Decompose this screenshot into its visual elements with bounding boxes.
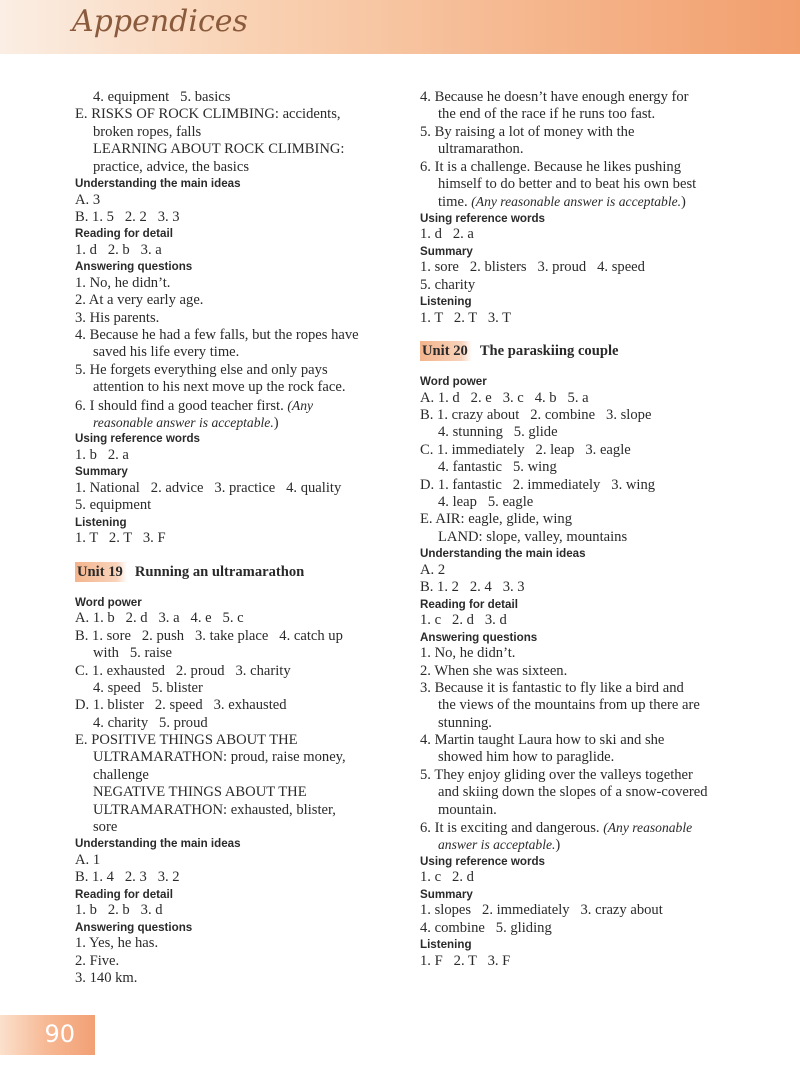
answer-text: attention to his next move up the rock face. [93, 379, 346, 396]
answer-text: E. AIR: eagle, glide, wing [420, 511, 572, 528]
answer-line [420, 459, 780, 476]
answer-line [75, 414, 415, 431]
section-heading: Understanding the main ideas [420, 547, 586, 561]
answer-text: mountain. [438, 801, 497, 818]
section-heading: Word power [75, 595, 142, 609]
answer-text: 4. leap 5. eagle [438, 494, 534, 511]
answer-line [420, 697, 780, 714]
answer-text: 6. I should find a good teacher first. [75, 397, 288, 414]
answer-text: 4. Martin taught Laura how to ski and she [420, 732, 665, 749]
answer-text: B. 1. 2 2. 4 3. 3 [420, 579, 525, 596]
answer-line [75, 663, 415, 680]
answer-line [75, 310, 415, 327]
answer-line [75, 124, 415, 141]
answer-line [75, 480, 415, 497]
answer-text: 1. slopes 2. immediately 3. crazy about [420, 902, 663, 919]
answer-text: 1. c 2. d [420, 869, 474, 886]
header-banner [0, 0, 800, 54]
page-number-box [0, 1015, 95, 1055]
answer-line [420, 310, 780, 327]
right-column [420, 89, 780, 970]
answer-text: 5. equipment [75, 497, 152, 514]
answer-text: 5. They enjoy gliding over the valleys together [420, 766, 693, 783]
answer-line [420, 920, 780, 937]
answer-line [420, 869, 780, 886]
answer-line [420, 124, 780, 141]
answer-line [75, 89, 415, 106]
answer-text: E. POSITIVE THINGS ABOUT THE [75, 732, 298, 749]
section-heading: Summary [75, 465, 128, 479]
answer-text: 3. 140 km. [75, 970, 138, 987]
answer-line [420, 836, 780, 853]
answer-line [75, 732, 415, 749]
answer-text: 1. T 2. T 3. F [75, 530, 166, 547]
answer-line [420, 259, 780, 276]
answer-text: with 5. raise [93, 645, 173, 662]
answer-line [420, 749, 780, 766]
answer-text: 1. b 2. a [75, 447, 129, 464]
answer-text: 4. combine 5. gliding [420, 919, 552, 936]
answer-line [420, 802, 780, 819]
answer-line [420, 442, 780, 459]
answer-line [75, 970, 415, 987]
answer-line [75, 852, 415, 869]
answer-line [420, 424, 780, 441]
answer-text: A. 3 [75, 191, 101, 208]
answer-line [75, 192, 415, 209]
answer-text: A. 1 [75, 852, 101, 869]
answer-line [75, 497, 415, 514]
answer-text: 1. b 2. b 3. d [75, 902, 163, 919]
section-heading: Using reference words [75, 432, 200, 446]
left-column [75, 89, 415, 988]
answer-text: broken ropes, falls [93, 123, 202, 140]
answer-text: 4. fantastic 5. wing [438, 459, 557, 476]
answer-text: C. 1. immediately 2. leap 3. eagle [420, 441, 631, 458]
answer-line [75, 379, 415, 396]
answer-line [75, 344, 415, 361]
answer-line [75, 242, 415, 259]
answer-text: D. 1. fantastic 2. immediately 3. wing [420, 476, 656, 493]
answer-text: 3. Because it is fantastic to fly like a bird and [420, 679, 684, 696]
answer-line [75, 767, 415, 784]
answer-line [420, 176, 780, 193]
answer-text: B. 1. 5 2. 2 3. 3 [75, 208, 180, 225]
answer-line [420, 193, 780, 210]
answer-line [75, 141, 415, 158]
answer-line [75, 784, 415, 801]
answer-text: the views of the mountains from up there are [438, 697, 700, 714]
unit-title: The paraskiing couple [479, 343, 619, 360]
answer-line [75, 362, 415, 379]
answer-line [420, 579, 780, 596]
answer-text: A. 1. b 2. d 3. a 4. e 5. c [75, 610, 244, 627]
answer-line [75, 106, 415, 123]
section-heading: Reading for detail [75, 887, 173, 901]
answer-line [420, 390, 780, 407]
answer-line [420, 562, 780, 579]
answer-line [420, 953, 780, 970]
answer-text: 1. c 2. d 3. d [420, 612, 507, 629]
answer-text: sore [93, 819, 118, 836]
answer-text-end: ) [681, 194, 686, 211]
answer-line [75, 902, 415, 919]
answer-line [420, 89, 780, 106]
section-heading: Reading for detail [420, 597, 518, 611]
answer-text: showed him how to paraglide. [438, 749, 615, 766]
answer-text: A. 1. d 2. e 3. c 4. b 5. a [420, 389, 589, 406]
answer-line [420, 141, 780, 158]
answer-line [75, 159, 415, 176]
section-heading: Listening [75, 515, 127, 529]
answer-line [420, 529, 780, 546]
answer-text: 4. charity 5. proud [93, 714, 208, 731]
answer-text: 2. Five. [75, 952, 120, 969]
answer-line [420, 680, 780, 697]
answer-text: D. 1. blister 2. speed 3. exhausted [75, 697, 287, 714]
answer-text: E. RISKS OF ROCK CLIMBING: accidents, [75, 106, 341, 123]
answer-line [75, 697, 415, 714]
answer-line [75, 209, 415, 226]
unit-title: Running an ultramarathon [134, 563, 305, 580]
answer-line [420, 612, 780, 629]
answer-line [75, 802, 415, 819]
section-heading: Listening [420, 938, 472, 952]
section-heading: Summary [420, 244, 473, 258]
answer-line [75, 275, 415, 292]
unit-heading [75, 562, 415, 582]
section-title: Appendices [72, 4, 248, 39]
answer-line [75, 680, 415, 697]
answer-text: 1. d 2. b 3. a [75, 241, 162, 258]
answer-text: A. 2 [420, 561, 446, 578]
answer-line [420, 732, 780, 749]
answer-text: stunning. [438, 714, 492, 731]
section-heading: Understanding the main ideas [75, 837, 241, 851]
answer-line [420, 819, 780, 836]
answer-line [420, 159, 780, 176]
answer-line [75, 819, 415, 836]
answer-text: B. 1. crazy about 2. combine 3. slope [420, 407, 652, 424]
answer-text: 4. equipment 5. basics [93, 89, 231, 105]
answer-text-end: ) [273, 415, 279, 432]
answer-text: himself to do better and to beat his own best [438, 175, 697, 192]
answer-text: 5. charity [420, 276, 476, 293]
answer-line [75, 292, 415, 309]
answer-line [75, 530, 415, 547]
answer-line [420, 226, 780, 243]
answer-line [420, 902, 780, 919]
answer-text: 4. stunning 5. glide [438, 424, 558, 441]
answer-line [420, 784, 780, 801]
answer-text: ULTRAMARATHON: exhausted, blister, [93, 801, 336, 818]
italic-note: (Any [287, 397, 314, 413]
answer-text: NEGATIVE THINGS ABOUT THE [93, 784, 307, 801]
unit-heading [420, 341, 780, 361]
answer-text: 3. His parents. [75, 309, 160, 326]
answer-line [75, 715, 415, 732]
section-heading: Answering questions [75, 920, 193, 934]
section-heading: Understanding the main ideas [75, 176, 241, 190]
section-heading: Using reference words [420, 854, 545, 868]
answer-text: practice, advice, the basics [93, 158, 249, 175]
answer-line [75, 447, 415, 464]
answer-text: 2. At a very early age. [75, 292, 204, 309]
answer-line [75, 610, 415, 627]
answer-line [420, 494, 780, 511]
answer-text: B. 1. 4 2. 3 3. 2 [75, 869, 180, 886]
answer-line [75, 953, 415, 970]
answer-line [420, 106, 780, 123]
page-number: 90 [44, 1020, 75, 1048]
section-heading: Answering questions [420, 630, 538, 644]
answer-text: 2. When she was sixteen. [420, 662, 568, 679]
answer-text: 1. No, he didn’t. [420, 645, 516, 662]
answer-text: 1. No, he didn’t. [75, 274, 171, 291]
answer-text: 1. T 2. T 3. T [420, 309, 512, 326]
answer-text: 4. speed 5. blister [93, 679, 203, 696]
answer-text-end: ) [555, 837, 561, 854]
answer-text: 1. National 2. advice 3. practice 4. quality [75, 480, 342, 496]
answer-line [75, 869, 415, 886]
answer-line [420, 645, 780, 662]
answer-line [420, 715, 780, 732]
answer-line [75, 397, 415, 414]
answer-text: LEARNING ABOUT ROCK CLIMBING: [93, 141, 345, 158]
answer-line [420, 511, 780, 528]
answer-text: ULTRAMARATHON: proud, raise money, [93, 749, 346, 766]
answer-text: 4. Because he had a few falls, but the ropes have [75, 327, 359, 344]
answer-line [75, 628, 415, 645]
answer-text: B. 1. sore 2. push 3. take place 4. catch up [75, 627, 343, 644]
section-heading: Summary [420, 887, 473, 901]
answer-text: saved his life every time. [93, 344, 240, 361]
answer-text: the end of the race if he runs too fast. [438, 106, 656, 123]
answer-text: time. [438, 194, 472, 211]
answer-line [75, 327, 415, 344]
answer-text: 1. d 2. a [420, 226, 474, 243]
answer-text: 1. Yes, he has. [75, 935, 159, 952]
answer-line [75, 645, 415, 662]
italic-note: (Any reasonable answer is acceptable. [471, 194, 682, 210]
answer-line [420, 407, 780, 424]
italic-note: answer is acceptable. [438, 837, 556, 853]
answer-text: ultramarathon. [438, 141, 524, 158]
italic-note: reasonable answer is acceptable. [93, 415, 274, 431]
answer-text: 1. sore 2. blisters 3. proud 4. speed [420, 259, 645, 276]
answer-text: C. 1. exhausted 2. proud 3. charity [75, 662, 291, 679]
answer-text: and skiing down the slopes of a snow-covered [438, 784, 708, 801]
answer-text: 1. F 2. T 3. F [420, 952, 511, 969]
answer-text: 5. By raising a lot of money with the [420, 123, 635, 140]
section-heading: Answering questions [75, 260, 193, 274]
answer-text: 5. He forgets everything else and only pays [75, 361, 328, 378]
italic-note: (Any reasonable [603, 820, 693, 836]
answer-text: LAND: slope, valley, mountains [438, 528, 628, 545]
answer-line [420, 767, 780, 784]
answer-text: 4. Because he doesn’t have enough energy for [420, 89, 689, 105]
answer-line [420, 477, 780, 494]
section-heading: Reading for detail [75, 227, 173, 241]
answer-line [75, 749, 415, 766]
answer-text: challenge [93, 766, 149, 783]
answer-text: 6. It is a challenge. Because he likes pushing [420, 158, 681, 175]
section-heading: Word power [420, 375, 487, 389]
answer-line [75, 935, 415, 952]
section-heading: Listening [420, 295, 472, 309]
answer-line [420, 663, 780, 680]
unit-number: Unit 20 [420, 341, 472, 361]
unit-number: Unit 19 [75, 562, 127, 582]
answer-line [420, 277, 780, 294]
section-heading: Using reference words [420, 211, 545, 225]
answer-text: 6. It is exciting and dangerous. [420, 820, 604, 837]
